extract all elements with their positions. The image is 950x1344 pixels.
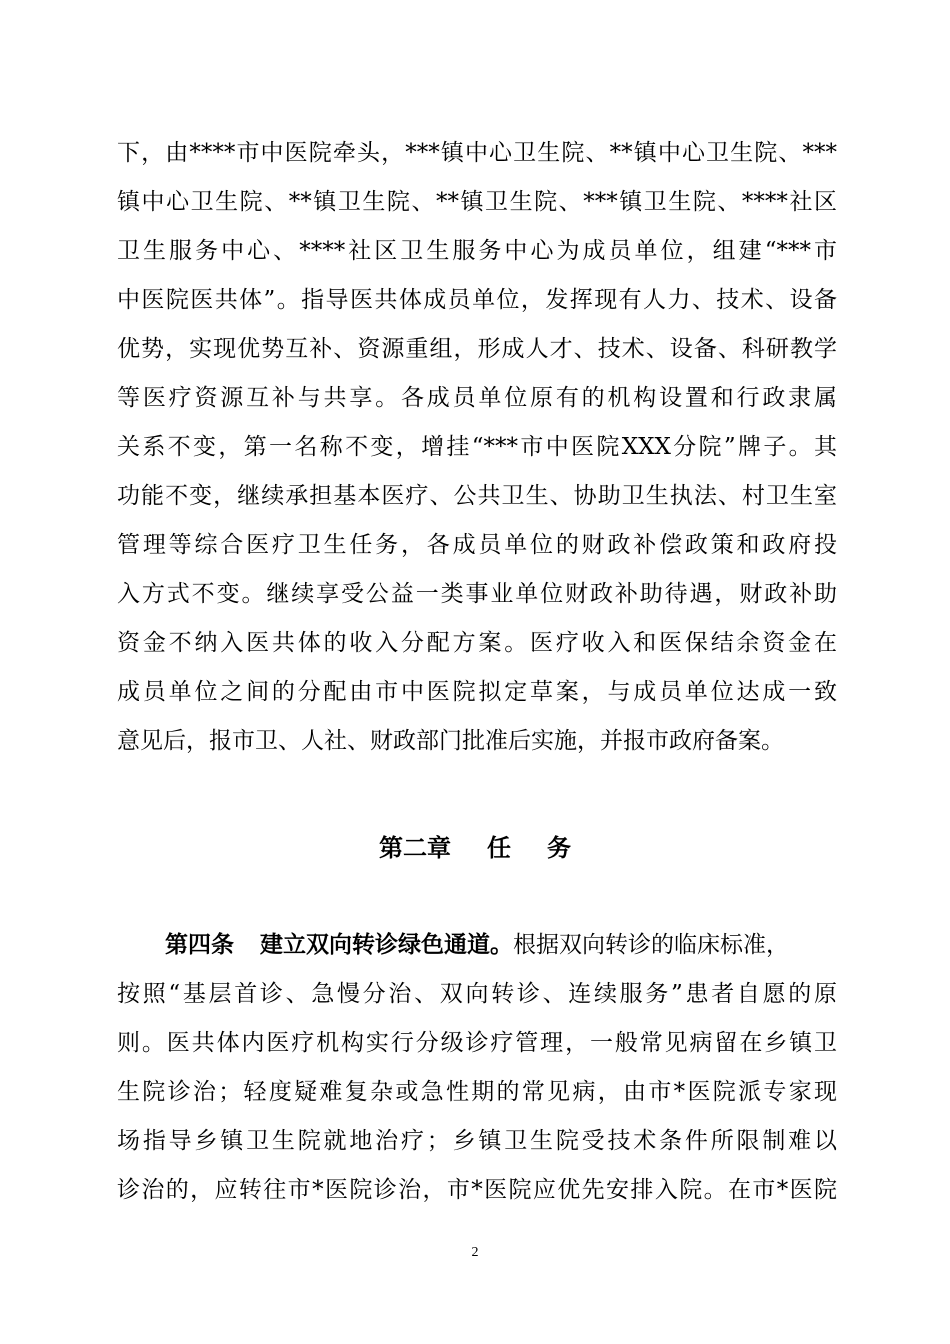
article-title: 建立双向转诊绿色通道。	[260, 932, 513, 958]
text-line: 成员单位之间的分配由市中医院拟定草案，与成员单位达成一致	[117, 679, 837, 705]
text-line: 入方式不变。继续享受公益一类事业单位财政补助待遇，财政补助	[117, 581, 837, 607]
text-line: 优势，实现优势互补、资源重组，形成人才、技术、设备、科研教学	[117, 336, 837, 362]
text-line: 资金不纳入医共体的收入分配方案。医疗收入和医保结余资金在	[117, 630, 837, 656]
article-text: 根据双向转诊的临床标准，	[513, 932, 789, 958]
chapter-number: 第二章	[379, 834, 451, 862]
chapter-title-char: 务	[547, 834, 571, 862]
text-line: 关系不变，第一名称不变，增挂“***市中医院XXX分院”牌子。其	[117, 434, 837, 460]
text-line: 诊治的，应转往市*医院诊治，市*医院应优先安排入院。在市*医院	[117, 1177, 837, 1203]
text-line: 生院诊治；轻度疑难复杂或急性期的常见病，由市*医院派专家现	[117, 1079, 837, 1105]
text-line: 功能不变，继续承担基本医疗、公共卫生、协助卫生执法、村卫生室	[117, 483, 837, 509]
text-line: 按照“基层首诊、急慢分治、双向转诊、连续服务”患者自愿的原	[117, 981, 837, 1007]
article-first-line	[165, 920, 837, 970]
chapter-title-char: 任	[487, 834, 511, 862]
page-number: 2	[471, 1245, 479, 1260]
text-line: 等医疗资源互补与共享。各成员单位原有的机构设置和行政隶属	[117, 385, 837, 411]
text-line: 下，由****市中医院牵头，***镇中心卫生院、**镇中心卫生院、***	[117, 140, 837, 166]
text-line: 镇中心卫生院、**镇卫生院、**镇卫生院、***镇卫生院、****社区	[117, 189, 837, 215]
text-line: 中医院医共体”。指导医共体成员单位，发挥现有人力、技术、设备	[117, 287, 837, 313]
article-label: 第四条	[165, 932, 234, 958]
text-line: 管理等综合医疗卫生任务，各成员单位的财政补偿政策和政府投	[117, 532, 837, 558]
text-line: 场指导乡镇卫生院就地治疗；乡镇卫生院受技术条件所限制难以	[117, 1128, 837, 1154]
chapter-heading	[0, 823, 950, 873]
text-line: 意见后，报市卫、人社、财政部门批准后实施，并报市政府备案。	[117, 728, 784, 754]
text-line: 则。医共体内医疗机构实行分级诊疗管理，一般常见病留在乡镇卫	[117, 1030, 837, 1056]
text-line: 卫生服务中心、****社区卫生服务中心为成员单位，组建“***市	[117, 238, 837, 264]
